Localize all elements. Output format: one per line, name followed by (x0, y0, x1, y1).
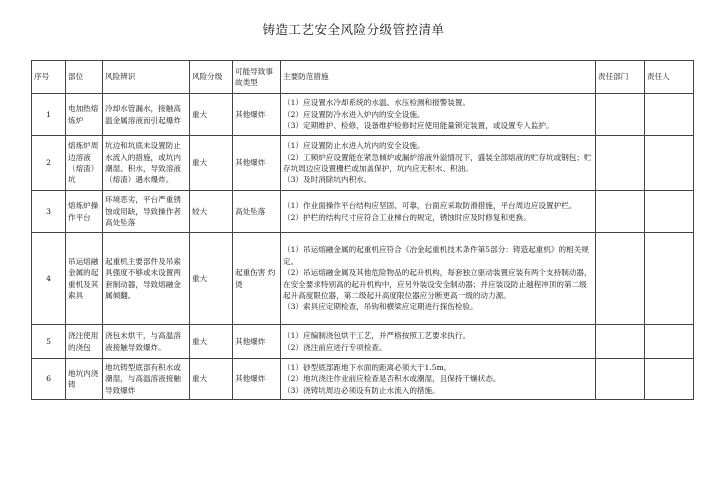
table-row (32, 94, 694, 136)
measure-item: （2）地坑浇注作业前应检查是否积水或潮湿，且保持干燥状态。 (283, 374, 501, 384)
row-dept (596, 94, 645, 136)
measure-item: （1）应编制浇包烘干工艺，并严格按照工艺要求执行。 (283, 331, 471, 341)
row-measures (281, 136, 596, 191)
row-person (645, 325, 694, 359)
row-level: 较大 (190, 191, 233, 233)
table-row (32, 191, 694, 233)
row-person (645, 136, 694, 191)
row-accident: 高处坠落 (233, 191, 281, 233)
measure-item: （2）护栏的结构尺寸应符合工业梯台的规定，锈蚀时应及时修复和更换。 (283, 212, 531, 222)
measure-item: （2）工频炉应设置能在紧急倾炉或漏炉溶液外溢情况下，盛装全部熔液的贮存坑或钢包；贮存坑周边应设置栅栏或加盖保护，坑内应无积水、积油。 (283, 152, 592, 173)
row-accident: 其他爆炸 (233, 136, 281, 191)
measure-item: （2）浇注前应进行专项检查。 (283, 342, 387, 352)
row-part: 电加热熔炼炉 (66, 94, 103, 136)
measure-item: （2）应设置防冷水进入炉内的安全设施。 (283, 109, 425, 119)
measure-item: （1）应设置防止水进入坑内的安全设施。 (283, 141, 425, 151)
header-part: 部位 (66, 61, 103, 94)
row-measures (281, 233, 596, 325)
header-accident: 可能导致事故类型 (233, 61, 281, 94)
row-level: 重大 (190, 233, 233, 325)
row-level: 重大 (190, 94, 233, 136)
row-dept (596, 136, 645, 191)
row-risk: 冷却水管漏水，接触高温金属溶液而引起爆炸 (103, 94, 190, 136)
header-person: 责任人 (645, 61, 694, 94)
row-dept (596, 191, 645, 233)
row-dept (596, 233, 645, 325)
row-accident: 其他爆炸 (233, 325, 281, 359)
row-person (645, 359, 694, 400)
row-part: 浇注使用的浇包 (66, 325, 103, 359)
table-row (32, 325, 694, 359)
row-measures (281, 359, 596, 400)
header-level: 风险分级 (190, 61, 233, 94)
table-row (32, 233, 694, 325)
row-risk: 坑边和坑底未设置防止水流入的措施，或坑内潮湿、积水，导致溶液（熔渣）遇水爆炸。 (103, 136, 190, 191)
table-header-row (32, 61, 694, 94)
row-no: 3 (32, 191, 66, 233)
row-accident: 其他爆炸 (233, 94, 281, 136)
page-title: 铸造工艺安全风险分级管控清单 (262, 22, 445, 37)
row-level: 重大 (190, 359, 233, 400)
row-part: 地坑内浇铸 (66, 359, 103, 400)
row-risk: 环境恶劣，平台严重锈蚀或用缺，导致操作者高处坠落 (103, 191, 190, 233)
row-risk: 地坑铸型底部有积水或潮湿，与高温溶液接触导致爆炸 (103, 359, 190, 400)
row-no: 2 (32, 136, 66, 191)
measure-item: （3）及时消除坑内积水。 (283, 175, 372, 185)
measure-item: （3）浇铸坑周边必须设有防止水流入的措施。 (283, 385, 440, 395)
row-part: 熔炼炉操作平台 (66, 191, 103, 233)
row-level: 重大 (190, 325, 233, 359)
row-no: 4 (32, 233, 66, 325)
measure-item: （1）吊运熔融金属的起重机应符合《冶金起重机技术条件第5部分：铸造起重机》的相关规定。 (283, 245, 589, 266)
row-part: 熔炼炉周边溶液（熔渣）坑 (66, 136, 103, 191)
risk-control-table (31, 60, 694, 400)
header-dept: 责任部门 (596, 61, 645, 94)
measure-item: （2）吊运熔融金属及其他危险物品的起升机构，每套独立驱动装置应装有两个支持制动器，在安全要求特别高的起升机构中，应另外装设安全制动器；并应装设防止越程冲顶的第二级起升高度限位器，第二级起升高度限位器应分断更高一级的动力源。 (283, 268, 592, 300)
row-measures (281, 94, 596, 136)
row-measures (281, 325, 596, 359)
row-dept (596, 359, 645, 400)
row-part: 吊运熔融金属的起重机及其索具 (66, 233, 103, 325)
table-row (32, 359, 694, 400)
table-row (32, 136, 694, 191)
row-dept (596, 325, 645, 359)
header-risk: 风险辨识 (103, 61, 190, 94)
header-measures: 主要防范措施 (281, 61, 596, 94)
row-risk: 浇包未烘干，与高温溶液接触导致爆炸。 (103, 325, 190, 359)
row-person (645, 191, 694, 233)
row-person (645, 233, 694, 325)
measure-item: （3）索具应定期检查，吊钩和横梁应定期进行探伤检验。 (283, 302, 478, 312)
header-no: 序号 (32, 61, 66, 94)
measure-item: （1）作业面操作平台结构应坚固、可靠，台面应采取防滑措施，平台周边应设置护栏。 (283, 201, 577, 211)
measure-item: （1）应设置水冷却系统的水温、水压检测和报警装置。 (283, 98, 471, 108)
row-person (645, 94, 694, 136)
row-no: 6 (32, 359, 66, 400)
row-no: 5 (32, 325, 66, 359)
row-level: 重大 (190, 136, 233, 191)
row-accident: 其他爆炸 (233, 359, 281, 400)
row-no: 1 (32, 94, 66, 136)
measure-item: （1）砂型底部距地下水面的距离必须大于1.5m。 (283, 362, 452, 372)
row-accident: 起重伤害 灼烫 (233, 233, 281, 325)
row-risk: 起重机主要部件及吊索具强度不够或未设置两套制动器，导致熔融金属倾翻。 (103, 233, 190, 325)
measure-item: （3）定期维护、检修，设备维护检修时应使用能量锁定装置，或设置专人监护。 (283, 121, 554, 131)
row-measures (281, 191, 596, 233)
